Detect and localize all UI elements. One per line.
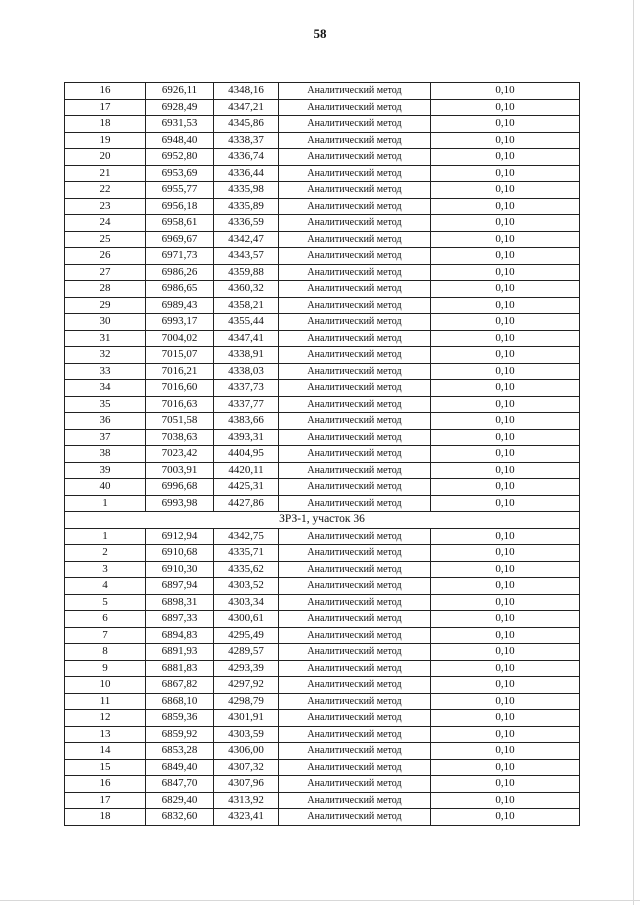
x-coordinate-cell: 7015,07 <box>146 347 214 364</box>
y-coordinate-cell: 4306,00 <box>214 743 279 760</box>
point-number-cell: 37 <box>65 429 146 446</box>
y-coordinate-cell: 4298,79 <box>214 693 279 710</box>
method-cell: Аналитический метод <box>279 281 431 298</box>
table-row <box>65 627 580 644</box>
y-coordinate-cell: 4289,57 <box>214 644 279 661</box>
point-number-cell: 30 <box>65 314 146 331</box>
x-coordinate-cell: 6867,82 <box>146 677 214 694</box>
accuracy-cell: 0,10 <box>431 759 580 776</box>
y-coordinate-cell: 4345,86 <box>214 116 279 133</box>
accuracy-cell: 0,10 <box>431 693 580 710</box>
table-row <box>65 347 580 364</box>
accuracy-cell: 0,10 <box>431 594 580 611</box>
y-coordinate-cell: 4383,66 <box>214 413 279 430</box>
accuracy-cell: 0,10 <box>431 83 580 100</box>
table-row <box>65 776 580 793</box>
x-coordinate-cell: 7016,60 <box>146 380 214 397</box>
method-cell: Аналитический метод <box>279 710 431 727</box>
y-coordinate-cell: 4427,86 <box>214 495 279 512</box>
x-coordinate-cell: 6926,11 <box>146 83 214 100</box>
table-row <box>65 182 580 199</box>
y-coordinate-cell: 4335,62 <box>214 561 279 578</box>
y-coordinate-cell: 4342,75 <box>214 528 279 545</box>
accuracy-cell: 0,10 <box>431 380 580 397</box>
table-row <box>65 561 580 578</box>
method-cell: Аналитический метод <box>279 627 431 644</box>
point-number-cell: 24 <box>65 215 146 232</box>
table-row <box>65 677 580 694</box>
table-row <box>65 314 580 331</box>
x-coordinate-cell: 7016,21 <box>146 363 214 380</box>
y-coordinate-cell: 4425,31 <box>214 479 279 496</box>
accuracy-cell: 0,10 <box>431 495 580 512</box>
x-coordinate-cell: 7051,58 <box>146 413 214 430</box>
table-row <box>65 264 580 281</box>
x-coordinate-cell: 6859,36 <box>146 710 214 727</box>
point-number-cell: 1 <box>65 495 146 512</box>
point-number-cell: 19 <box>65 132 146 149</box>
table-row <box>65 396 580 413</box>
point-number-cell: 27 <box>65 264 146 281</box>
table-row <box>65 330 580 347</box>
x-coordinate-cell: 6986,65 <box>146 281 214 298</box>
method-cell: Аналитический метод <box>279 198 431 215</box>
accuracy-cell: 0,10 <box>431 347 580 364</box>
table-row <box>65 594 580 611</box>
section-title: ЗРЗ-1, участок 36 <box>65 512 580 529</box>
table-row <box>65 83 580 100</box>
x-coordinate-cell: 7023,42 <box>146 446 214 463</box>
method-cell: Аналитический метод <box>279 611 431 628</box>
accuracy-cell: 0,10 <box>431 677 580 694</box>
table-row <box>65 710 580 727</box>
y-coordinate-cell: 4393,31 <box>214 429 279 446</box>
point-number-cell: 23 <box>65 198 146 215</box>
x-coordinate-cell: 6986,26 <box>146 264 214 281</box>
y-coordinate-cell: 4420,11 <box>214 462 279 479</box>
table-row <box>65 165 580 182</box>
y-coordinate-cell: 4297,92 <box>214 677 279 694</box>
accuracy-cell: 0,10 <box>431 776 580 793</box>
accuracy-cell: 0,10 <box>431 809 580 826</box>
x-coordinate-cell: 6868,10 <box>146 693 214 710</box>
x-coordinate-cell: 6952,80 <box>146 149 214 166</box>
table-row <box>65 231 580 248</box>
x-coordinate-cell: 6849,40 <box>146 759 214 776</box>
point-number-cell: 6 <box>65 611 146 628</box>
method-cell: Аналитический метод <box>279 446 431 463</box>
method-cell: Аналитический метод <box>279 165 431 182</box>
accuracy-cell: 0,10 <box>431 396 580 413</box>
accuracy-cell: 0,10 <box>431 462 580 479</box>
x-coordinate-cell: 6891,93 <box>146 644 214 661</box>
table-row <box>65 380 580 397</box>
x-coordinate-cell: 6969,67 <box>146 231 214 248</box>
method-cell: Аналитический метод <box>279 149 431 166</box>
y-coordinate-cell: 4347,41 <box>214 330 279 347</box>
table-row <box>65 611 580 628</box>
method-cell: Аналитический метод <box>279 248 431 265</box>
point-number-cell: 3 <box>65 561 146 578</box>
accuracy-cell: 0,10 <box>431 627 580 644</box>
x-coordinate-cell: 6829,40 <box>146 792 214 809</box>
x-coordinate-cell: 6910,30 <box>146 561 214 578</box>
point-number-cell: 7 <box>65 627 146 644</box>
y-coordinate-cell: 4323,41 <box>214 809 279 826</box>
point-number-cell: 16 <box>65 776 146 793</box>
y-coordinate-cell: 4301,91 <box>214 710 279 727</box>
accuracy-cell: 0,10 <box>431 710 580 727</box>
method-cell: Аналитический метод <box>279 314 431 331</box>
x-coordinate-cell: 6955,77 <box>146 182 214 199</box>
point-number-cell: 28 <box>65 281 146 298</box>
y-coordinate-cell: 4295,49 <box>214 627 279 644</box>
point-number-cell: 34 <box>65 380 146 397</box>
method-cell: Аналитический метод <box>279 726 431 743</box>
method-cell: Аналитический метод <box>279 479 431 496</box>
table-row <box>65 446 580 463</box>
point-number-cell: 4 <box>65 578 146 595</box>
accuracy-cell: 0,10 <box>431 314 580 331</box>
point-number-cell: 5 <box>65 594 146 611</box>
point-number-cell: 2 <box>65 545 146 562</box>
table-row <box>65 545 580 562</box>
y-coordinate-cell: 4335,98 <box>214 182 279 199</box>
y-coordinate-cell: 4337,77 <box>214 396 279 413</box>
x-coordinate-cell: 6931,53 <box>146 116 214 133</box>
y-coordinate-cell: 4358,21 <box>214 297 279 314</box>
page-number: 58 <box>313 26 327 41</box>
point-number-cell: 11 <box>65 693 146 710</box>
x-coordinate-cell: 6989,43 <box>146 297 214 314</box>
point-number-cell: 20 <box>65 149 146 166</box>
x-coordinate-cell: 6897,33 <box>146 611 214 628</box>
y-coordinate-cell: 4336,59 <box>214 215 279 232</box>
y-coordinate-cell: 4303,52 <box>214 578 279 595</box>
accuracy-cell: 0,10 <box>431 330 580 347</box>
point-number-cell: 12 <box>65 710 146 727</box>
y-coordinate-cell: 4355,44 <box>214 314 279 331</box>
point-number-cell: 9 <box>65 660 146 677</box>
table-row <box>65 495 580 512</box>
coordinates-table <box>64 82 580 826</box>
method-cell: Аналитический метод <box>279 759 431 776</box>
table-row <box>65 578 580 595</box>
x-coordinate-cell: 6910,68 <box>146 545 214 562</box>
page-edge-bottom <box>0 900 640 901</box>
table-row <box>65 132 580 149</box>
accuracy-cell: 0,10 <box>431 149 580 166</box>
x-coordinate-cell: 6958,61 <box>146 215 214 232</box>
x-coordinate-cell: 6881,83 <box>146 660 214 677</box>
point-number-cell: 26 <box>65 248 146 265</box>
method-cell: Аналитический метод <box>279 429 431 446</box>
accuracy-cell: 0,10 <box>431 281 580 298</box>
x-coordinate-cell: 6897,94 <box>146 578 214 595</box>
accuracy-cell: 0,10 <box>431 248 580 265</box>
page-edge-right <box>633 0 634 905</box>
point-number-cell: 36 <box>65 413 146 430</box>
y-coordinate-cell: 4313,92 <box>214 792 279 809</box>
table-body-points <box>65 83 580 512</box>
x-coordinate-cell: 6928,49 <box>146 99 214 116</box>
point-number-cell: 13 <box>65 726 146 743</box>
table-row <box>65 660 580 677</box>
method-cell: Аналитический метод <box>279 792 431 809</box>
accuracy-cell: 0,10 <box>431 165 580 182</box>
point-number-cell: 18 <box>65 809 146 826</box>
method-cell: Аналитический метод <box>279 347 431 364</box>
point-number-cell: 1 <box>65 528 146 545</box>
method-cell: Аналитический метод <box>279 380 431 397</box>
point-number-cell: 10 <box>65 677 146 694</box>
y-coordinate-cell: 4343,57 <box>214 248 279 265</box>
method-cell: Аналитический метод <box>279 132 431 149</box>
method-cell: Аналитический метод <box>279 561 431 578</box>
method-cell: Аналитический метод <box>279 677 431 694</box>
table-row <box>65 413 580 430</box>
x-coordinate-cell: 7004,02 <box>146 330 214 347</box>
accuracy-cell: 0,10 <box>431 182 580 199</box>
method-cell: Аналитический метод <box>279 363 431 380</box>
table-row <box>65 149 580 166</box>
method-cell: Аналитический метод <box>279 330 431 347</box>
point-number-cell: 16 <box>65 83 146 100</box>
accuracy-cell: 0,10 <box>431 446 580 463</box>
y-coordinate-cell: 4293,39 <box>214 660 279 677</box>
y-coordinate-cell: 4336,44 <box>214 165 279 182</box>
method-cell: Аналитический метод <box>279 545 431 562</box>
accuracy-cell: 0,10 <box>431 132 580 149</box>
table-row <box>65 99 580 116</box>
x-coordinate-cell: 6971,73 <box>146 248 214 265</box>
x-coordinate-cell: 6853,28 <box>146 743 214 760</box>
point-number-cell: 21 <box>65 165 146 182</box>
point-number-cell: 18 <box>65 116 146 133</box>
table-row <box>65 644 580 661</box>
x-coordinate-cell: 6956,18 <box>146 198 214 215</box>
table-row <box>65 528 580 545</box>
point-number-cell: 39 <box>65 462 146 479</box>
table-row <box>65 116 580 133</box>
x-coordinate-cell: 7038,63 <box>146 429 214 446</box>
accuracy-cell: 0,10 <box>431 479 580 496</box>
y-coordinate-cell: 4359,88 <box>214 264 279 281</box>
table-row <box>65 429 580 446</box>
table-row <box>65 479 580 496</box>
point-number-cell: 17 <box>65 792 146 809</box>
accuracy-cell: 0,10 <box>431 297 580 314</box>
method-cell: Аналитический метод <box>279 215 431 232</box>
table-row <box>65 462 580 479</box>
method-cell: Аналитический метод <box>279 297 431 314</box>
point-number-cell: 15 <box>65 759 146 776</box>
accuracy-cell: 0,10 <box>431 231 580 248</box>
table-row <box>65 281 580 298</box>
accuracy-cell: 0,10 <box>431 545 580 562</box>
point-number-cell: 29 <box>65 297 146 314</box>
x-coordinate-cell: 6859,92 <box>146 726 214 743</box>
accuracy-cell: 0,10 <box>431 644 580 661</box>
y-coordinate-cell: 4335,89 <box>214 198 279 215</box>
accuracy-cell: 0,10 <box>431 660 580 677</box>
y-coordinate-cell: 4307,96 <box>214 776 279 793</box>
accuracy-cell: 0,10 <box>431 561 580 578</box>
x-coordinate-cell: 6993,17 <box>146 314 214 331</box>
y-coordinate-cell: 4337,73 <box>214 380 279 397</box>
table-row <box>65 759 580 776</box>
method-cell: Аналитический метод <box>279 776 431 793</box>
accuracy-cell: 0,10 <box>431 363 580 380</box>
table-row <box>65 248 580 265</box>
accuracy-cell: 0,10 <box>431 215 580 232</box>
point-number-cell: 25 <box>65 231 146 248</box>
y-coordinate-cell: 4303,59 <box>214 726 279 743</box>
method-cell: Аналитический метод <box>279 413 431 430</box>
table-row <box>65 693 580 710</box>
method-cell: Аналитический метод <box>279 594 431 611</box>
y-coordinate-cell: 4307,32 <box>214 759 279 776</box>
method-cell: Аналитический метод <box>279 578 431 595</box>
y-coordinate-cell: 4338,03 <box>214 363 279 380</box>
y-coordinate-cell: 4336,74 <box>214 149 279 166</box>
x-coordinate-cell: 6948,40 <box>146 132 214 149</box>
point-number-cell: 17 <box>65 99 146 116</box>
x-coordinate-cell: 6912,94 <box>146 528 214 545</box>
point-number-cell: 35 <box>65 396 146 413</box>
accuracy-cell: 0,10 <box>431 198 580 215</box>
method-cell: Аналитический метод <box>279 809 431 826</box>
method-cell: Аналитический метод <box>279 693 431 710</box>
accuracy-cell: 0,10 <box>431 743 580 760</box>
method-cell: Аналитический метод <box>279 528 431 545</box>
x-coordinate-cell: 6894,83 <box>146 627 214 644</box>
y-coordinate-cell: 4300,61 <box>214 611 279 628</box>
y-coordinate-cell: 4360,32 <box>214 281 279 298</box>
method-cell: Аналитический метод <box>279 660 431 677</box>
x-coordinate-cell: 6953,69 <box>146 165 214 182</box>
accuracy-cell: 0,10 <box>431 264 580 281</box>
table-row <box>65 809 580 826</box>
method-cell: Аналитический метод <box>279 495 431 512</box>
point-number-cell: 14 <box>65 743 146 760</box>
accuracy-cell: 0,10 <box>431 99 580 116</box>
method-cell: Аналитический метод <box>279 462 431 479</box>
method-cell: Аналитический метод <box>279 264 431 281</box>
method-cell: Аналитический метод <box>279 644 431 661</box>
y-coordinate-cell: 4348,16 <box>214 83 279 100</box>
table-row <box>65 743 580 760</box>
table-row <box>65 198 580 215</box>
y-coordinate-cell: 4303,34 <box>214 594 279 611</box>
y-coordinate-cell: 4338,37 <box>214 132 279 149</box>
point-number-cell: 40 <box>65 479 146 496</box>
table-row <box>65 726 580 743</box>
section-row <box>65 512 580 529</box>
accuracy-cell: 0,10 <box>431 116 580 133</box>
point-number-cell: 8 <box>65 644 146 661</box>
table-row <box>65 215 580 232</box>
x-coordinate-cell: 6898,31 <box>146 594 214 611</box>
method-cell: Аналитический метод <box>279 182 431 199</box>
accuracy-cell: 0,10 <box>431 611 580 628</box>
table-row <box>65 792 580 809</box>
table-row <box>65 363 580 380</box>
table-section <box>65 512 580 529</box>
accuracy-cell: 0,10 <box>431 413 580 430</box>
accuracy-cell: 0,10 <box>431 578 580 595</box>
point-number-cell: 33 <box>65 363 146 380</box>
accuracy-cell: 0,10 <box>431 429 580 446</box>
x-coordinate-cell: 6847,70 <box>146 776 214 793</box>
y-coordinate-cell: 4335,71 <box>214 545 279 562</box>
table-body-section-points <box>65 528 580 825</box>
method-cell: Аналитический метод <box>279 116 431 133</box>
x-coordinate-cell: 6996,68 <box>146 479 214 496</box>
accuracy-cell: 0,10 <box>431 528 580 545</box>
x-coordinate-cell: 6993,98 <box>146 495 214 512</box>
accuracy-cell: 0,10 <box>431 792 580 809</box>
x-coordinate-cell: 7016,63 <box>146 396 214 413</box>
point-number-cell: 38 <box>65 446 146 463</box>
point-number-cell: 32 <box>65 347 146 364</box>
point-number-cell: 31 <box>65 330 146 347</box>
method-cell: Аналитический метод <box>279 83 431 100</box>
y-coordinate-cell: 4347,21 <box>214 99 279 116</box>
method-cell: Аналитический метод <box>279 743 431 760</box>
table-row <box>65 297 580 314</box>
accuracy-cell: 0,10 <box>431 726 580 743</box>
method-cell: Аналитический метод <box>279 231 431 248</box>
y-coordinate-cell: 4404,95 <box>214 446 279 463</box>
y-coordinate-cell: 4342,47 <box>214 231 279 248</box>
y-coordinate-cell: 4338,91 <box>214 347 279 364</box>
x-coordinate-cell: 7003,91 <box>146 462 214 479</box>
method-cell: Аналитический метод <box>279 99 431 116</box>
x-coordinate-cell: 6832,60 <box>146 809 214 826</box>
point-number-cell: 22 <box>65 182 146 199</box>
method-cell: Аналитический метод <box>279 396 431 413</box>
